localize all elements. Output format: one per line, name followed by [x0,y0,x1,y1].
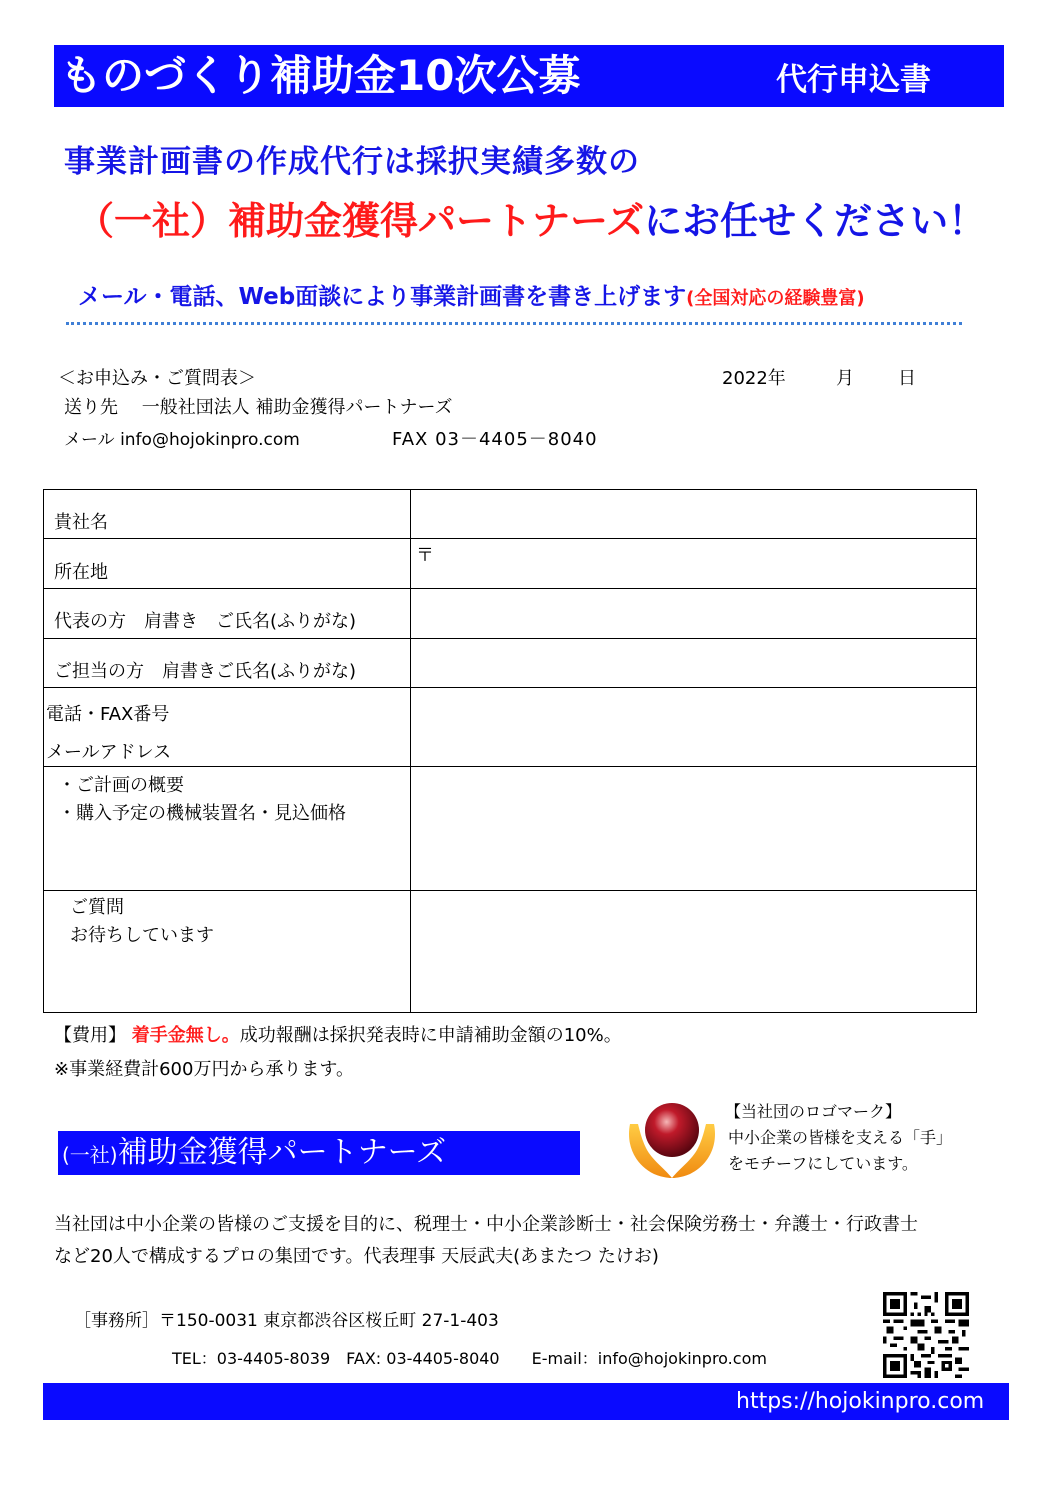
logo-title: 【当社団のロゴマーク】 [725,1102,902,1121]
form-title: ＜お申込み・ご質問表＞ [58,368,256,389]
fee-free: 着手金無し。 [131,1025,240,1046]
hands-holding-sphere-logo [624,1098,720,1182]
org-banner-text [62,1133,446,1175]
fee-line [54,1024,622,1048]
org-prefix: (一社) [62,1143,118,1167]
fax-number: FAX 03－4405－8040 [392,429,598,450]
dotted-divider [66,322,962,325]
tagline-line3-note: (全国対応の経験豊富) [686,288,865,309]
label-equipment-price: ・購入予定の機械装置名・見込価格 [58,803,346,824]
application-form-table [43,489,977,1013]
qr-code [883,1292,969,1378]
mail-address: メール info@hojokinpro.com [64,430,300,450]
table-column-divider [410,490,411,1012]
org-description-1: 当社団は中小企業の皆様のご支援を目的に、税理士・中小企業診断士・社会保険労務士・弁護士・行政書士 [54,1214,918,1235]
table-row-divider [44,588,976,589]
page-subtitle: 代行申込書 [776,62,931,98]
tagline-line2 [76,195,986,247]
send-to: 送り先 一般社団法人 補助金獲得パートナーズ [64,397,453,418]
tagline-line2-rest: にお任せください！ [644,199,987,243]
office-contact: TEL：03-4405-8039 FAX: 03-4405-8040 E-mail：info@hojokinpro.com [172,1349,767,1368]
postal-mark: 〒 [416,545,434,566]
label-question-waiting: お待ちしています [70,925,214,946]
table-row-divider [44,890,976,891]
fee-text: 成功報酬は採択発表時に申請補助金額の10%。 [239,1025,622,1046]
org-name: 補助金獲得パートナーズ [117,1135,447,1170]
office-address: ［事務所］〒150-0031 東京都渋谷区桜丘町 27-1-403 [74,1311,499,1331]
date-day: 日 [898,368,916,389]
fee-note: ※事業経費計600万円から承ります。 [54,1059,354,1080]
label-company-name: 貴社名 [54,512,108,533]
date-month: 月 [836,368,854,389]
table-row-divider [44,638,976,639]
label-contact-person: ご担当の方 肩書きご氏名(ふりがな) [54,661,357,682]
table-row-divider [44,538,976,539]
tagline-line3-text: メール・電話、Web面談により事業計画書を書き上げます [78,284,687,310]
label-question: ご質問 [70,897,124,918]
table-row-divider [44,687,976,688]
tagline-line1: 事業計画書の作成代行は採択実績多数の [64,144,640,180]
org-description-2: など20人で構成するプロの集団です。代表理事 天辰武夫(あまたつ たけお) [54,1246,659,1267]
logo-description-2: をモチーフにしています。 [728,1154,918,1173]
logo-description-1: 中小企業の皆様を支える「手」 [728,1128,953,1147]
footer-url-link[interactable]: https://hojokinpro.com [736,1389,985,1414]
label-address: 所在地 [54,562,108,583]
tagline-org-name: （一社）補助金獲得パートナーズ [76,199,645,243]
date-year: 2022年 [722,368,786,389]
label-phone-fax: 電話・FAX番号 [46,704,170,725]
fee-label: 【費用】 [54,1025,132,1046]
table-row-divider [44,766,976,767]
tagline-line3 [78,282,865,314]
label-representative: 代表の方 肩書き ご氏名(ふりがな) [54,611,357,632]
label-email: メールアドレス [46,742,172,763]
page-title: ものづくり補助金10次公募 [60,51,581,100]
label-plan-overview: ・ご計画の概要 [58,775,184,796]
